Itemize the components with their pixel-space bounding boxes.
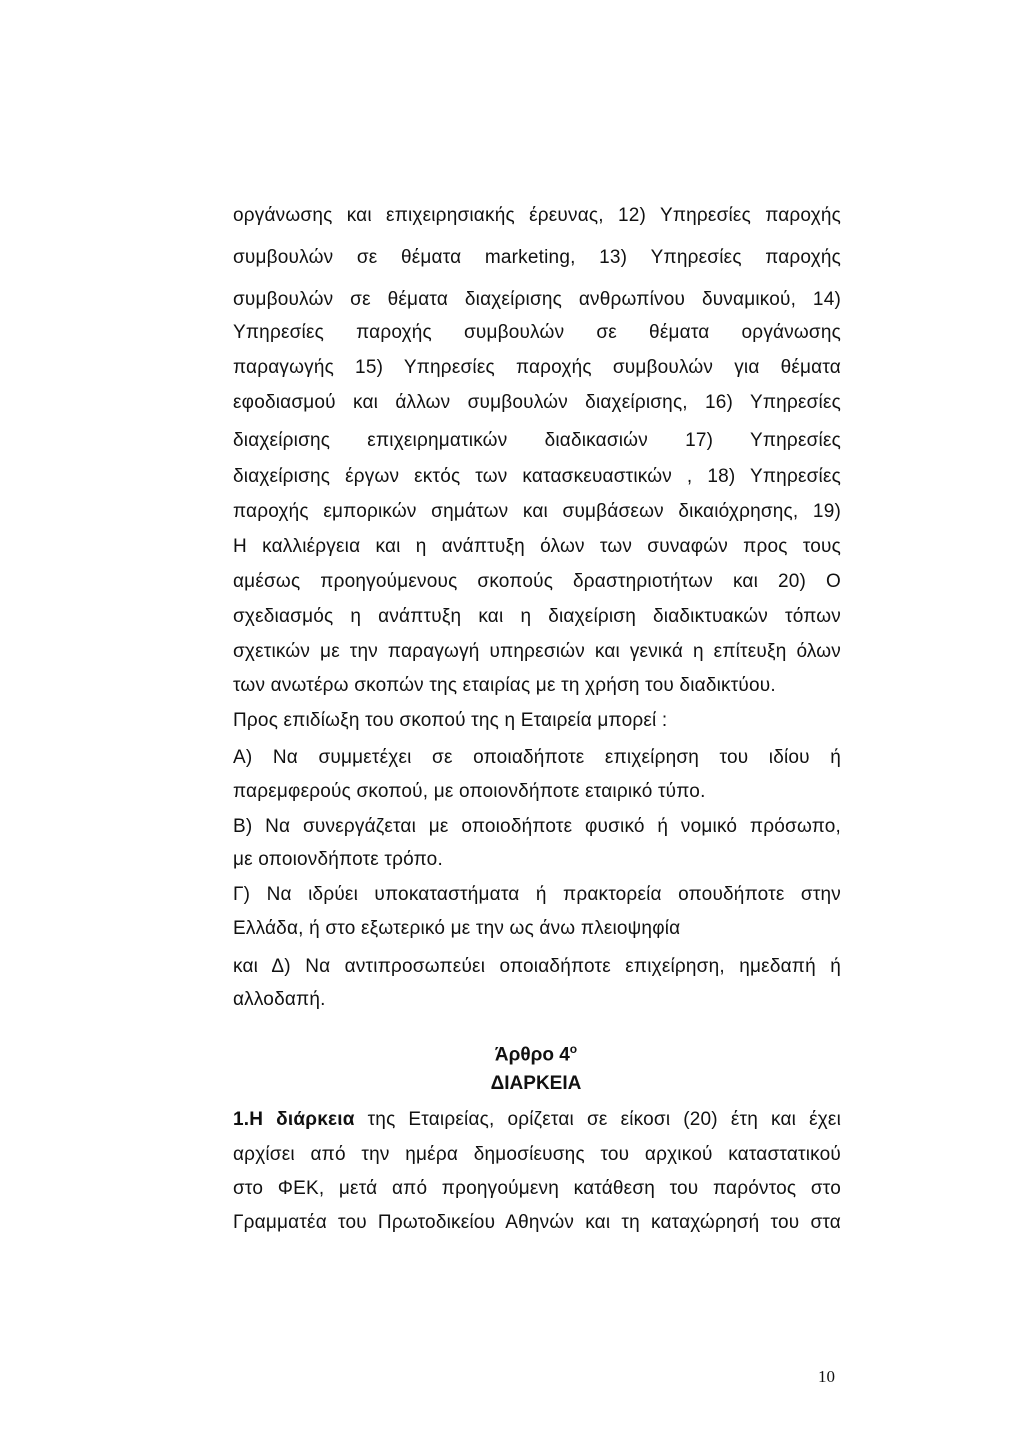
page-number: 10 — [818, 1367, 835, 1386]
duration-line-2: αρχίσει από την ημέρα δημοσίευσης του αρχικού καταστατικού — [233, 1144, 841, 1165]
text-line-12: σχεδιασμός η ανάπτυξη και η διαχείριση διαδικτυακών τόπων — [233, 606, 841, 627]
article-superscript: ο — [569, 1042, 578, 1056]
text-line-8: διαχείρισης έργων εκτός των κατασκευαστικών , 18) Υπηρεσίες — [233, 466, 841, 487]
text-line-15: Προς επιδίωξη του σκοπού της η Εταιρεία μπορεί : — [233, 710, 668, 731]
text-line-11: αμέσως προηγούμενους σκοπούς δραστηριοτήτων και 20) Ο — [233, 571, 841, 592]
text-line-20: Γ) Να ιδρύει υποκαταστήματα ή πρακτορεία οπουδήποτε στην — [233, 884, 841, 905]
duration-line-1-text: της Εταιρείας, ορίζεται σε είκοσι (20) έτη και έχει — [354, 1109, 841, 1130]
text-line-7: διαχείρισης επιχειρηματικών διαδικασιών 17) Υπηρεσίες — [233, 430, 841, 451]
article-heading — [24, 1037, 1024, 1067]
text-line-14: των ανωτέρω σκοπών της εταιρίας με τη χρήση του διαδικτύου. — [233, 675, 776, 696]
text-line-4: Υπηρεσίες παροχής συμβουλών σε θέματα οργάνωσης — [233, 322, 841, 343]
text-line-22: και Δ) Να αντιπροσωπεύει οποιαδήποτε επιχείρηση, ημεδαπή ή — [233, 956, 841, 977]
text-line-3: συμβουλών σε θέματα διαχείρισης ανθρωπίνου δυναμικού, 14) — [233, 289, 841, 310]
text-line-19: με οποιονδήποτε τρόπο. — [233, 849, 443, 870]
text-line-23: αλλοδαπή. — [233, 989, 326, 1010]
text-line-17: παρεμφερούς σκοπού, με οποιονδήποτε εταιρικό τύπο. — [233, 781, 706, 802]
text-line-9: παροχής εμπορικών σημάτων και συμβάσεων δικαιόχρησης, 19) — [233, 501, 841, 522]
text-line-21: Ελλάδα, ή στο εξωτερικό με την ως άνω πλειοψηφία — [233, 918, 681, 939]
text-line-18: Β) Να συνεργάζεται με οποιοδήποτε φυσικό ή νομικό πρόσωπο, — [233, 816, 841, 837]
article-title: Άρθρο 4 — [494, 1044, 570, 1066]
text-line-13: σχετικών με την παραγωγή υπηρεσιών και γενικά η επίτευξη όλων — [233, 641, 841, 662]
text-line-5: παραγωγής 15) Υπηρεσίες παροχής συμβουλών για θέματα — [233, 357, 841, 378]
duration-line-1 — [233, 1108, 841, 1132]
text-line-1: οργάνωσης και επιχειρησιακής έρευνας, 12) Υπηρεσίες παροχής — [233, 205, 841, 226]
text-line-6: εφοδιασμού και άλλων συμβουλών διαχείρισης, 16) Υπηρεσίες — [233, 392, 841, 413]
text-line-2: συμβουλών σε θέματα marketing, 13) Υπηρεσίες παροχής — [233, 247, 841, 268]
text-line-10: Η καλλιέργεια και η ανάπτυξη όλων των συναφών προς τους — [233, 536, 841, 557]
duration-line-4: Γραμματέα του Πρωτοδικείου Αθηνών και τη καταχώρησή του στα — [233, 1212, 841, 1233]
duration-lead: 1.Η διάρκεια — [233, 1109, 355, 1130]
article-subtitle: ΔΙΑΡΚΕΙΑ — [490, 1073, 582, 1094]
duration-line-3: στο ΦΕΚ, μετά από προηγούμενη κατάθεση του παρόντος στο — [233, 1178, 841, 1199]
text-line-16: Α) Να συμμετέχει σε οποιαδήποτε επιχείρηση του ιδίου ή — [233, 747, 841, 768]
